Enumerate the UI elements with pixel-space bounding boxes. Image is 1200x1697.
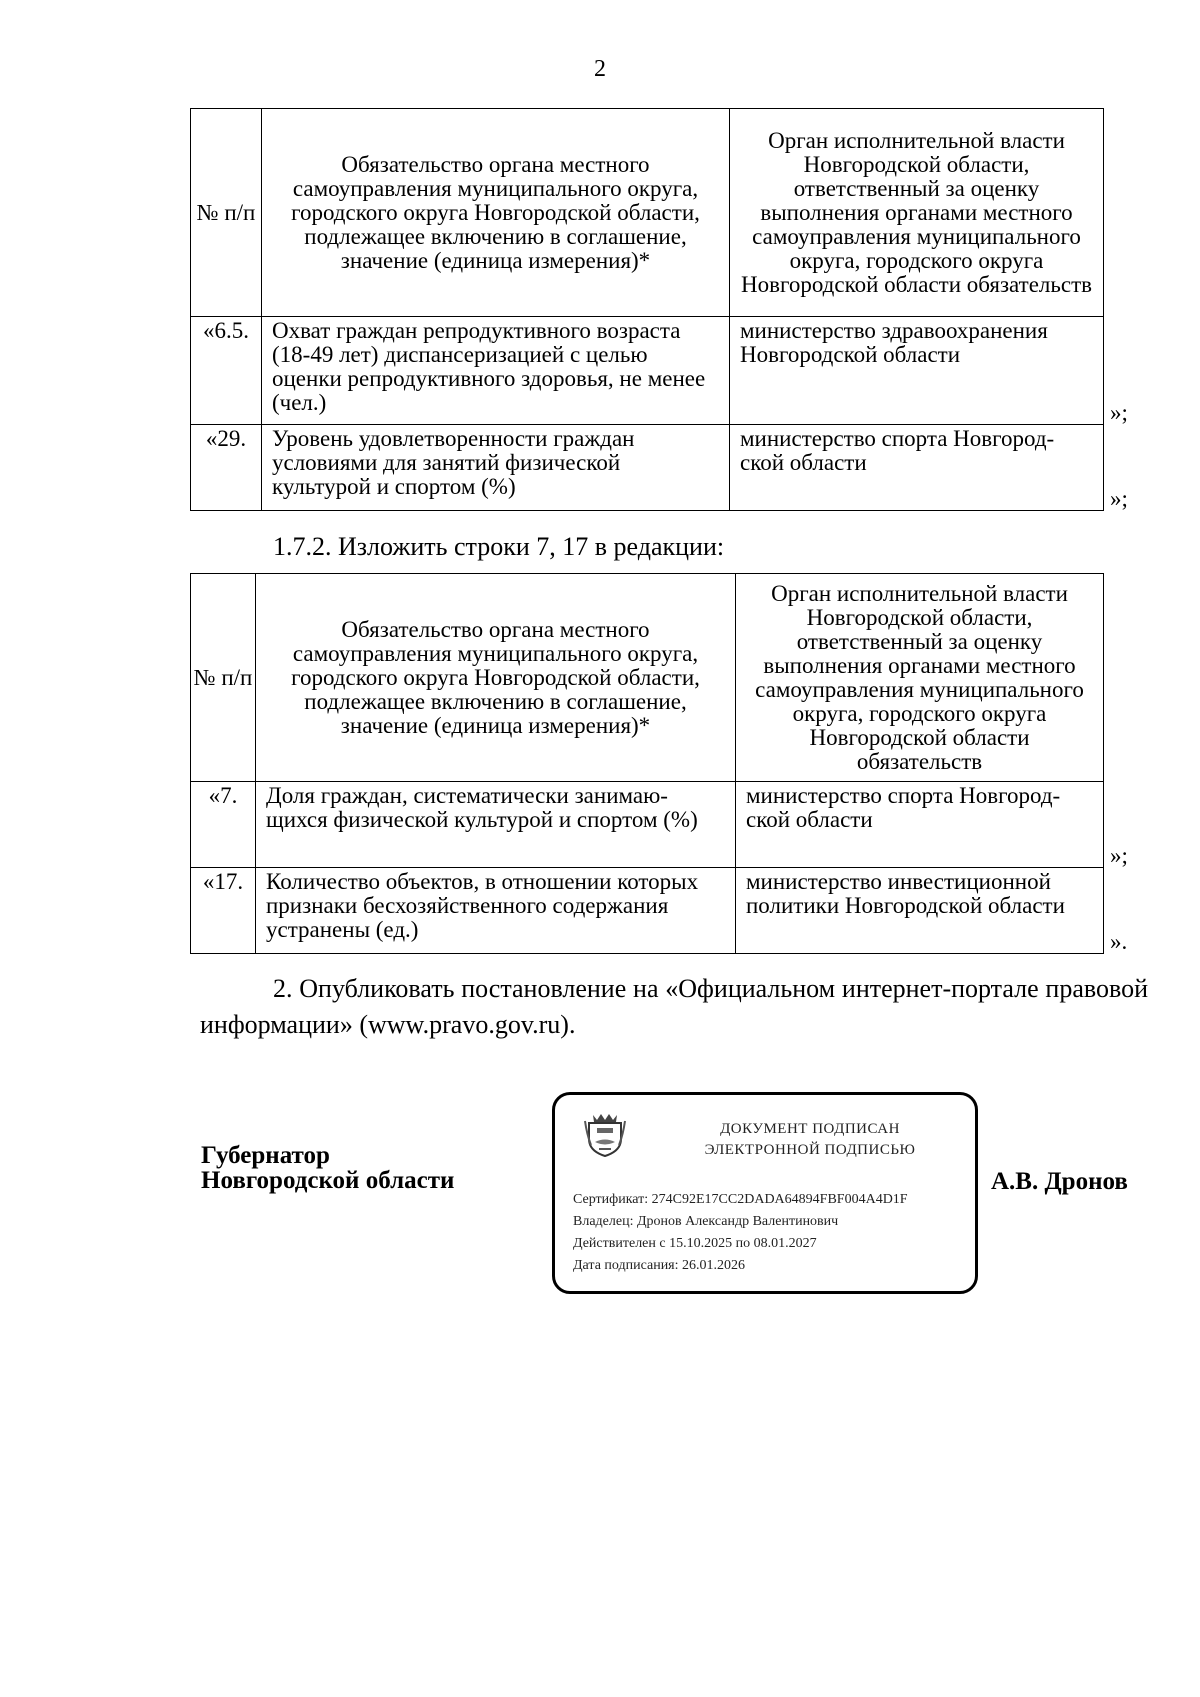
obligations-table-1 bbox=[190, 108, 1146, 511]
publication-paragraph: 2. Опубликовать постановление на «Официальном интернет-портале правовой информации» (www.pravo.gov.ru). bbox=[200, 974, 1148, 1039]
row-closing-quote: ». bbox=[1110, 928, 1128, 954]
obligations-table-2 bbox=[190, 573, 1146, 954]
header-no: № п/п bbox=[191, 574, 256, 782]
table-row bbox=[191, 782, 1146, 868]
signatory-title bbox=[201, 1143, 454, 1193]
row-closing-quote: »; bbox=[1110, 399, 1128, 425]
row-authority: министерство спорта Новгород-ской области bbox=[736, 782, 1104, 868]
header-authority: Орган исполнительной власти Новгородской области, ответственный за оценку выполнения органами местного самоуправления муниципального округа, городского округа Новгородской области обязательств bbox=[736, 574, 1104, 782]
header-obligation: Обязательство органа местного самоуправления муниципального округа, городского округа Новгородской области, подлежащее включению в соглашение, значение (единица измерения)* bbox=[262, 109, 730, 317]
trail-empty bbox=[1104, 574, 1146, 782]
header-obligation: Обязательство органа местного самоуправления муниципального округа, городского округа Новгородской области, подлежащее включению в соглашение, значение (единица измерения)* bbox=[256, 574, 736, 782]
row-authority: министерство здравоохранения Новгородской области bbox=[730, 317, 1104, 425]
coat-of-arms-icon bbox=[583, 1109, 627, 1159]
row-no: «7. bbox=[191, 782, 256, 868]
table-row bbox=[191, 868, 1146, 954]
stamp-heading bbox=[665, 1119, 955, 1161]
instruction-text: 1.7.2. Изложить строки 7, 17 в редакции: bbox=[273, 532, 725, 561]
row-obligation: Доля граждан, систематически занимаю-щихся физической культурой и спортом (%) bbox=[256, 782, 736, 868]
header-authority: Орган исполнительной власти Новгородской области, ответственный за оценку выполнения органами местного самоуправления муниципального округа, городского округа Новгородской области обязательств bbox=[730, 109, 1104, 317]
row-obligation: Количество объектов, в отношении которых признаки бесхозяйственного содержания устранены (ед.) bbox=[256, 868, 736, 954]
row-obligation: Охват граждан репродуктивного возраста (18-49 лет) диспансеризацией с целью оценки репродуктивного здоровья, не менее (чел.) bbox=[262, 317, 730, 425]
table-row bbox=[191, 317, 1146, 425]
stamp-validity: Действителен с 15.10.2025 по 08.01.2027 bbox=[573, 1236, 817, 1251]
stamp-details bbox=[573, 1189, 908, 1277]
header-no: № п/п bbox=[191, 109, 262, 317]
row-no: «6.5. bbox=[191, 317, 262, 425]
stamp-heading-line1: ДОКУМЕНТ ПОДПИСАН bbox=[720, 1121, 900, 1137]
row-authority: министерство инвестиционной политики Новгородской области bbox=[736, 868, 1104, 954]
row-no: «17. bbox=[191, 868, 256, 954]
row-closing-quote: »; bbox=[1110, 485, 1128, 511]
stamp-certificate: Сертификат: 274C92E17CC2DADA64894FBF004A4D1F bbox=[573, 1192, 908, 1207]
stamp-signed-date: Дата подписания: 26.01.2026 bbox=[573, 1258, 746, 1273]
signatory-title-line1: Губернатор bbox=[201, 1142, 330, 1169]
row-obligation: Уровень удовлетворенности граждан условиями для занятий физической культурой и спортом (%) bbox=[262, 425, 730, 511]
trail-empty bbox=[1104, 109, 1146, 317]
row-authority: министерство спорта Новгород-ской области bbox=[730, 425, 1104, 511]
signatory-name: А.В. Дронов bbox=[991, 1168, 1128, 1195]
table-header-row bbox=[191, 574, 1146, 782]
stamp-heading-line2: ЭЛЕКТРОННОЙ ПОДПИСЬЮ bbox=[704, 1142, 916, 1158]
row-no: «29. bbox=[191, 425, 262, 511]
electronic-signature-stamp bbox=[552, 1092, 978, 1294]
row-closing-quote: »; bbox=[1110, 842, 1128, 868]
stamp-owner: Владелец: Дронов Александр Валентинович bbox=[573, 1214, 839, 1229]
table-header-row bbox=[191, 109, 1146, 317]
table-row bbox=[191, 425, 1146, 511]
signatory-title-line2: Новгородской области bbox=[201, 1167, 455, 1194]
page-number: 2 bbox=[594, 56, 606, 82]
